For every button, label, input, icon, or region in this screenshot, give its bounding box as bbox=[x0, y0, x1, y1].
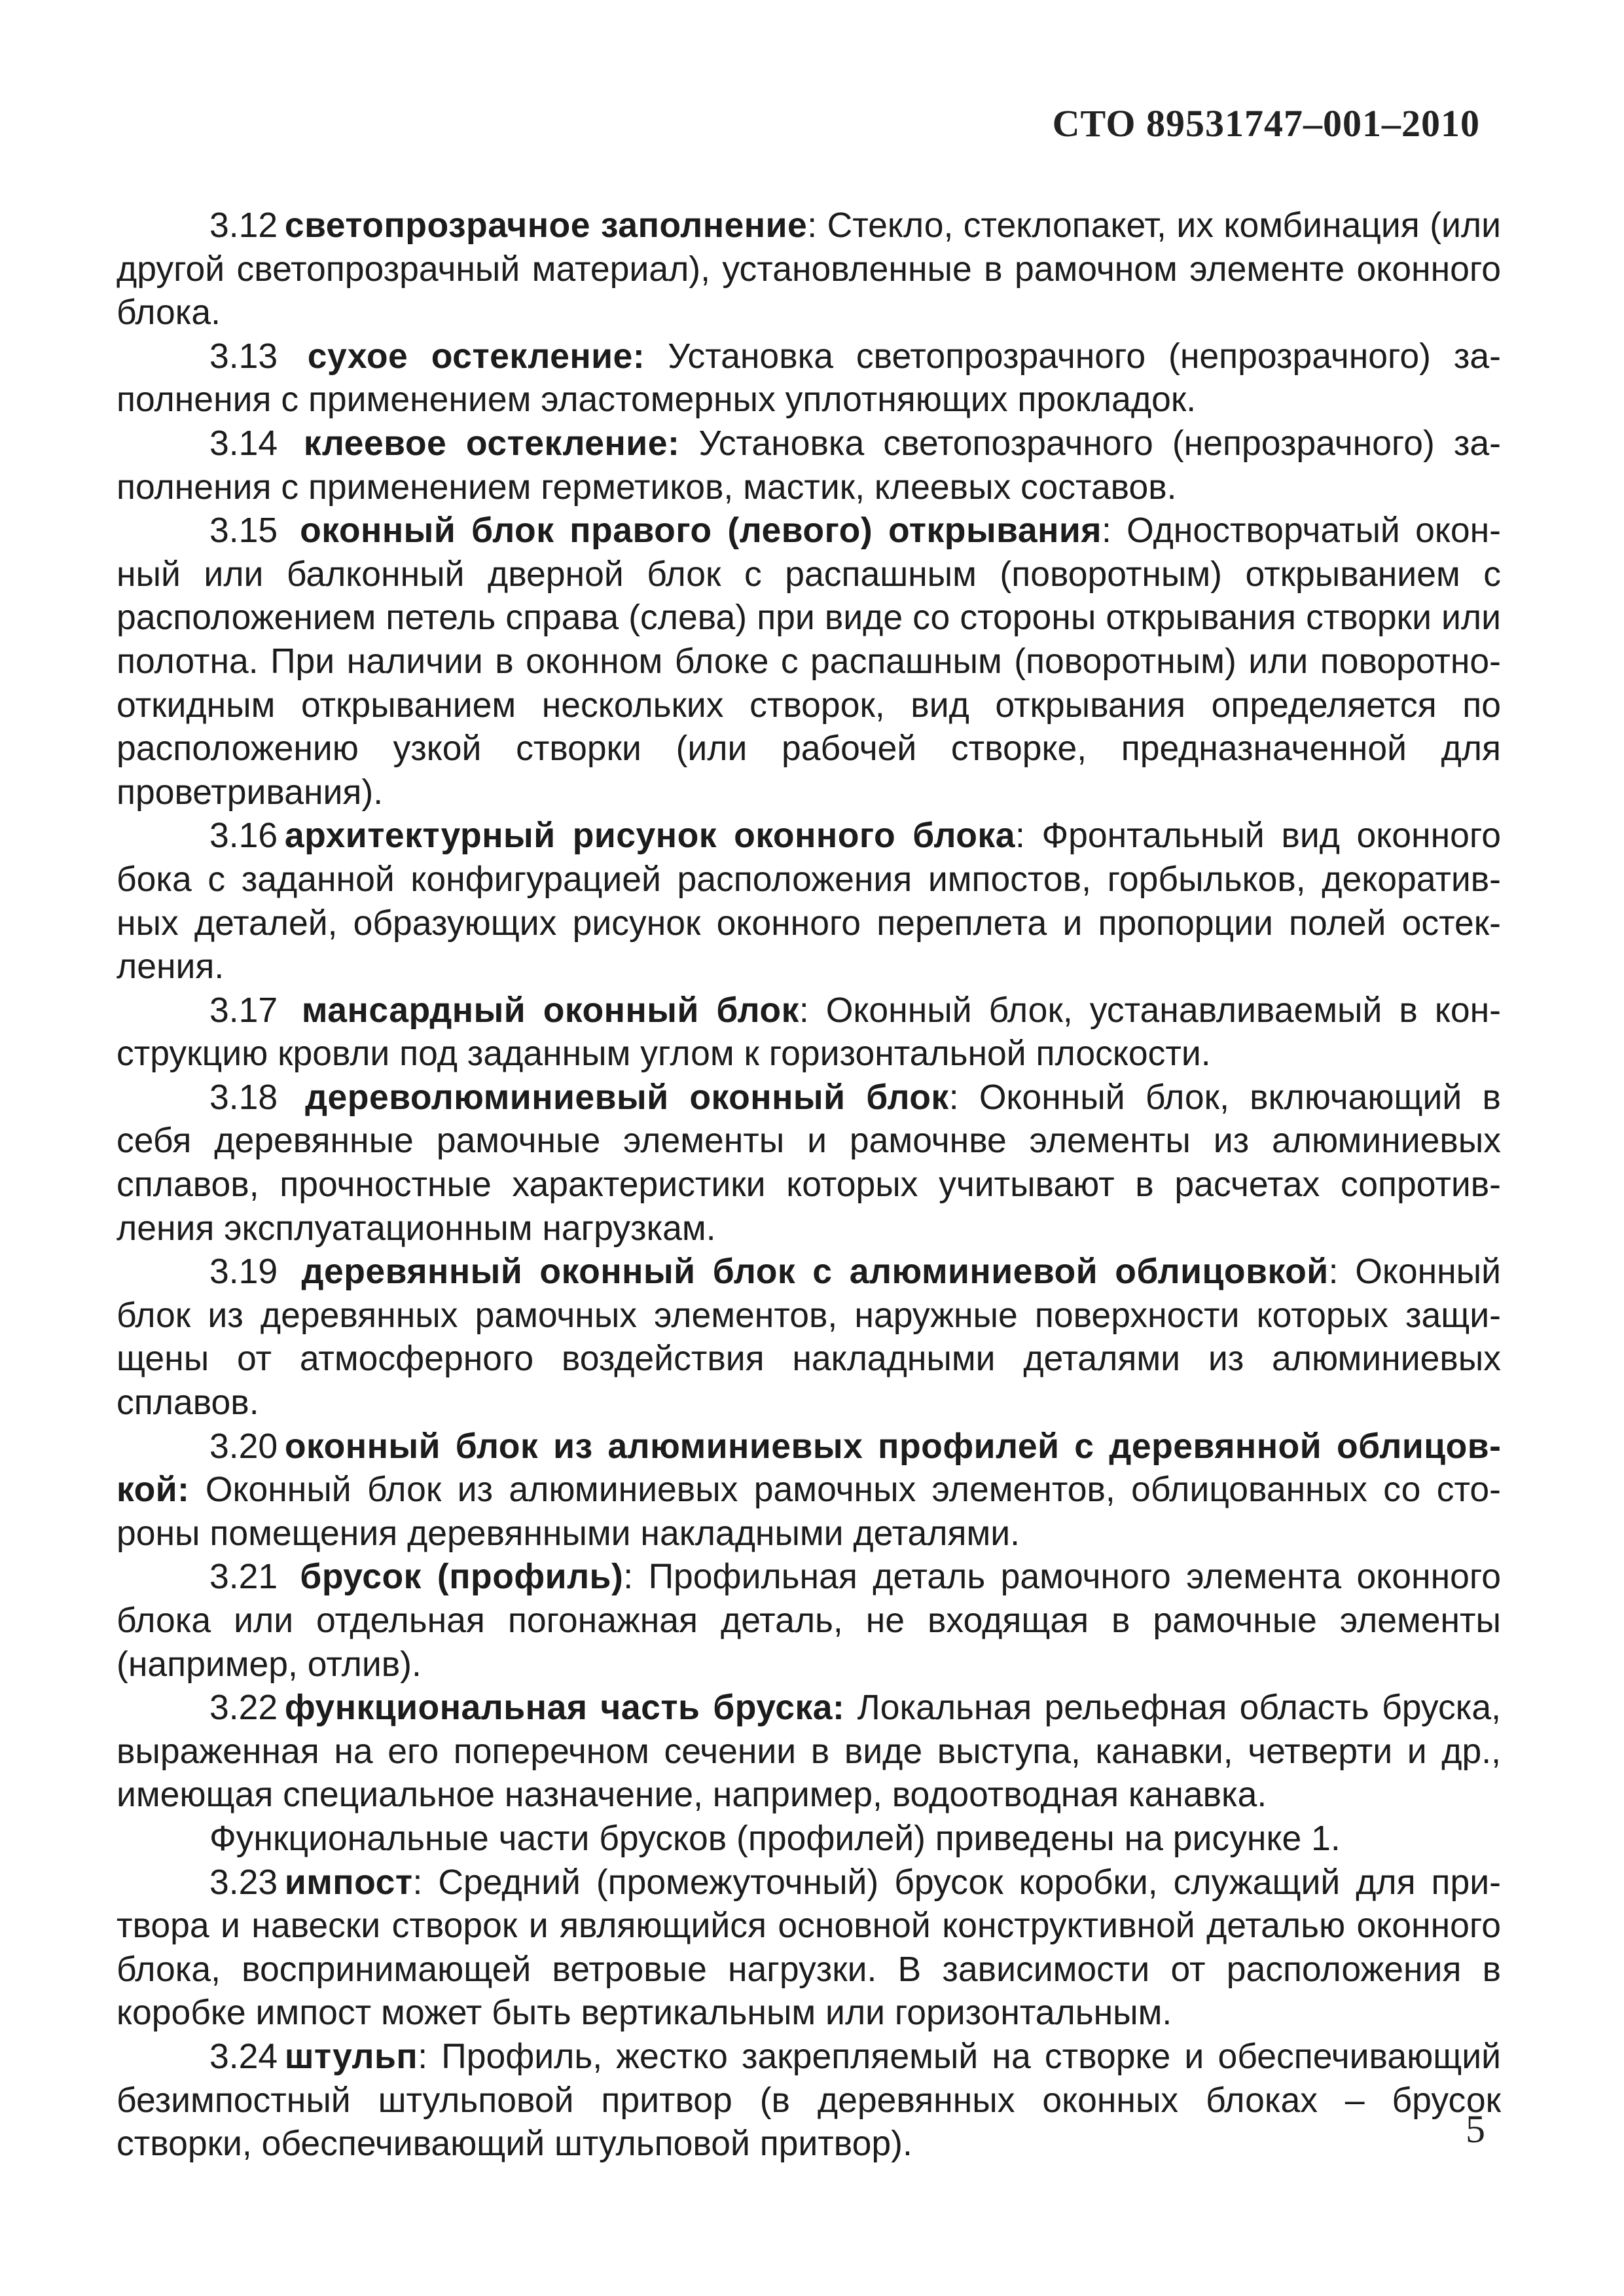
definition-3-13 bbox=[117, 335, 1501, 422]
definition-separator: : bbox=[948, 1078, 959, 1117]
definition-3-17 bbox=[117, 989, 1501, 1076]
definition-term: деревянный оконный блок с алюминиевой облицовкой bbox=[301, 1252, 1329, 1292]
definition-text: Профильная деталь рамочного элемента оконного блока или отдельная погонажная деталь, не входящая в рамочные элементы (например, отлив). bbox=[117, 1558, 1501, 1684]
definition-text: Стекло, стеклопакет, их комбинация (или другой светопрозрачный материал), установленные в рамочном элементе оконного блока. bbox=[117, 206, 1501, 333]
definition-term: оконный блок правого (левого) открывания bbox=[300, 511, 1102, 551]
definition-3-21 bbox=[117, 1556, 1501, 1686]
definition-text: Установка светопозрачного (непрозрачного) заполнения с применением герметиков, мастик, клеевых составов. bbox=[117, 424, 1501, 507]
definition-number: 3.23 bbox=[209, 1863, 278, 1902]
definition-number: 3.18 bbox=[209, 1078, 278, 1117]
definition-3-24 bbox=[117, 2035, 1501, 2166]
definition-text: Оконный блок из деревянных рамочных элементов, наружные поверхности которых защищены от атмосферного воздействия накладными деталями из алюминиевых сплавов. bbox=[117, 1252, 1502, 1423]
page-number: 5 bbox=[1466, 2107, 1485, 2151]
document-code: СТО 89531747–001–2010 bbox=[1052, 102, 1480, 145]
definition-term: светопрозрачное заполнение bbox=[284, 206, 808, 245]
definition-term: архитектурный рисунок оконного блока bbox=[284, 816, 1015, 856]
definition-3-18 bbox=[117, 1076, 1501, 1250]
definition-text: Профиль, жестко закрепляемый на створке и обеспечивающий безимпостный штульповой притвор (в деревянных оконных блоках – брусок створки, обеспечивающий штульповой притвор). bbox=[117, 2037, 1501, 2164]
definition-number: 3.19 bbox=[209, 1252, 278, 1292]
definition-number: 3.20 bbox=[209, 1427, 278, 1466]
definition-text: Одностворчатый оконный или балконный дверной блок с распашным (поворотным) открыванием с расположением петель справа (слева) при виде со стороны открывания створки или полотна. При наличии в оконном блоке с распашным (поворотным) или поворотно-откидным открыванием нескольких створок, вид открывания определяется по расположению узкой створки (или рабочей створке, предназначенной для проветривания). bbox=[117, 511, 1501, 812]
definition-3-12 bbox=[117, 204, 1501, 335]
definition-number: 3.13 bbox=[209, 337, 278, 376]
definition-term: брусок (профиль) bbox=[300, 1558, 624, 1597]
definition-text: Установка светопрозрачного (непрозрачного) заполнения с применением эластомерных уплотняющих прокладок. bbox=[117, 337, 1501, 420]
definition-3-15 bbox=[117, 509, 1501, 814]
definition-text: Локальная рельефная область бруска, выраженная на его поперечном сечении в виде выступа, канавки, четверти и др., имеющая специальное назначение, например, водоотводная канавка. bbox=[117, 1688, 1501, 1815]
definition-term: штульп bbox=[284, 2037, 418, 2076]
definition-3-14 bbox=[117, 422, 1501, 509]
definition-separator: : bbox=[412, 1863, 423, 1902]
definition-number: 3.17 bbox=[209, 991, 278, 1030]
definition-term: импост bbox=[284, 1863, 413, 1902]
definition-number: 3.22 bbox=[209, 1688, 278, 1728]
definition-term: мансардный оконный блок bbox=[301, 991, 799, 1030]
definition-3-20 bbox=[117, 1425, 1501, 1556]
definition-number: 3.15 bbox=[209, 511, 278, 551]
definition-term: клеевое остекление: bbox=[303, 424, 680, 463]
definition-number: 3.14 bbox=[209, 424, 278, 463]
definition-3-22 bbox=[117, 1686, 1501, 1817]
definition-number: 3.12 bbox=[209, 206, 278, 245]
definition-number: 3.16 bbox=[209, 816, 278, 856]
definition-text: Оконный блок, включающий в себя деревянные рамочные элементы и рамочнве элементы из алюминиевых сплавов, прочностные характеристики которых учитывают в расчетах сопротивления эксплуатационным нагрузкам. bbox=[117, 1078, 1501, 1248]
definition-number: 3.24 bbox=[209, 2037, 278, 2076]
definition-term: оконный блок из алюминиевых профилей с деревянной облицовкой: bbox=[117, 1427, 1501, 1510]
definition-3-16 bbox=[117, 814, 1501, 989]
definition-text: Оконный блок, устанавливаемый в конструкцию кровли под заданным углом к горизонтальной плоскости. bbox=[117, 991, 1501, 1074]
definition-number: 3.21 bbox=[209, 1558, 278, 1597]
definition-separator: : bbox=[1102, 511, 1111, 551]
definition-3-19 bbox=[117, 1250, 1501, 1425]
definition-3-23 bbox=[117, 1861, 1501, 2035]
definition-separator: : bbox=[1328, 1252, 1339, 1292]
figure-note: Функциональные части брусков (профилей) приведены на рисунке 1. bbox=[209, 1819, 1341, 1858]
definition-separator: : bbox=[418, 2037, 428, 2076]
definition-separator: : bbox=[623, 1558, 634, 1597]
definition-text: Оконный блок из алюминиевых рамочных элементов, облицованных со стороны помещения деревянными накладными деталями. bbox=[117, 1470, 1501, 1553]
definition-term: функциональная часть бруска: bbox=[284, 1688, 845, 1728]
definition-term: дереволюминиевый оконный блок bbox=[305, 1078, 949, 1117]
definition-separator: : bbox=[807, 206, 818, 245]
definition-separator: : bbox=[799, 991, 809, 1030]
definition-term: сухое остекление: bbox=[307, 337, 645, 376]
definition-text: Фронтальный вид оконного бока с заданной конфигурацией расположения импостов, горбыльков, декоративных деталей, образующих рисунок оконного переплета и пропорции полей остекления. bbox=[117, 816, 1501, 987]
definition-text: Средний (промежуточный) брусок коробки, служащий для притвора и навески створок и являющийся основной конструктивной деталью оконного блока, воспринимающей ветровые нагрузки. В зависимости от расположения в коробке импост может быть вертикальным или горизонтальным. bbox=[117, 1863, 1501, 2033]
document-body bbox=[117, 204, 1501, 2166]
definition-separator: : bbox=[1015, 816, 1025, 856]
